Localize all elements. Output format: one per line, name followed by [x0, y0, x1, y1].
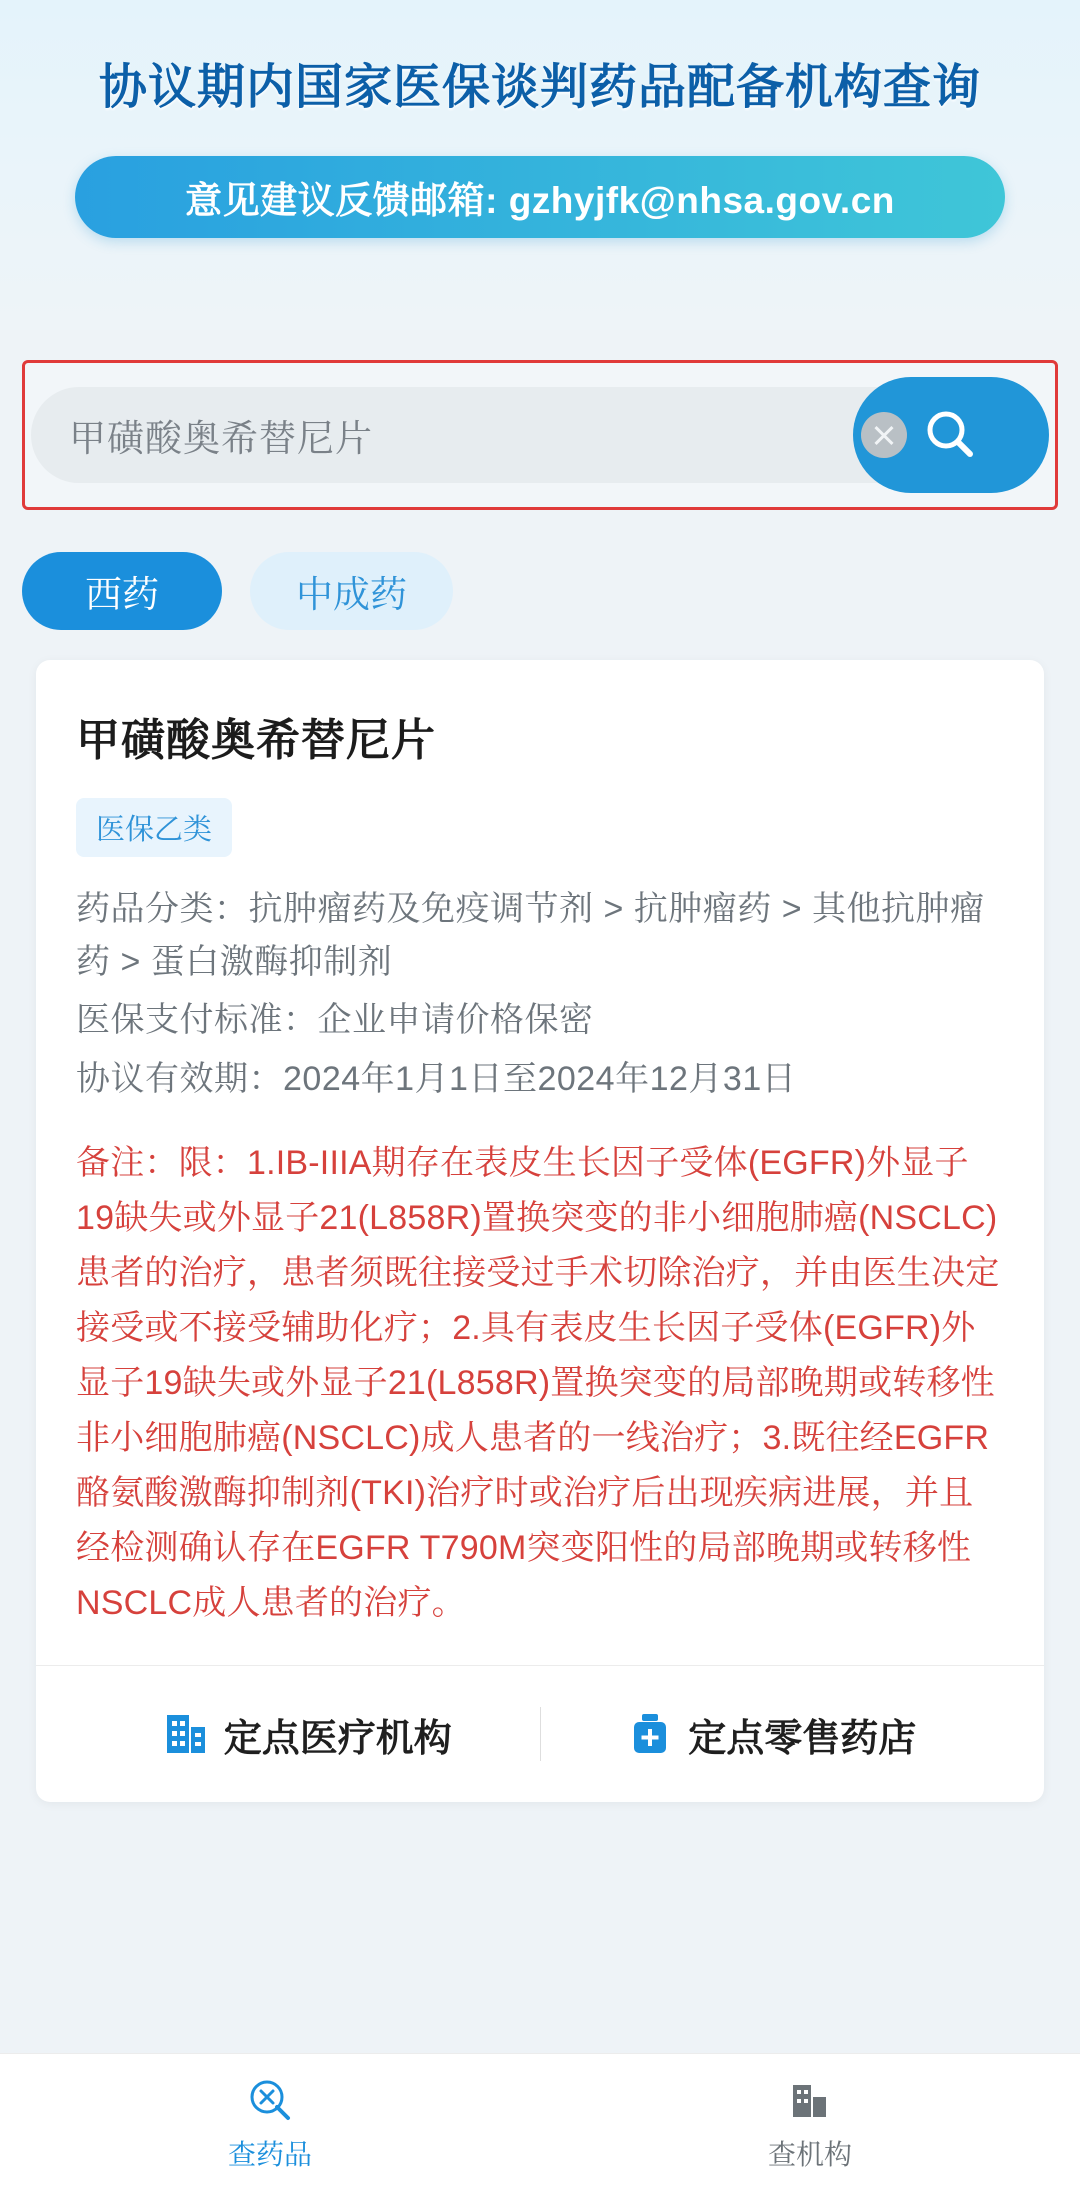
category-tabs: [22, 552, 1080, 630]
designated-hospital-label: 定点医疗机构: [223, 1717, 452, 1760]
clear-icon[interactable]: [861, 412, 907, 458]
bottom-navigation: [0, 2053, 1080, 2194]
page-title: 协议期内国家医保谈判药品配备机构查询: [98, 61, 981, 114]
page-header: [0, 0, 1080, 330]
search-bar[interactable]: [22, 360, 1058, 510]
nav-item-drug-search[interactable]: [0, 2054, 540, 2194]
nav-item-institution-search-label: 查机构: [767, 2139, 852, 2170]
tab-chinese-patent-medicine[interactable]: [250, 552, 453, 630]
drug-category-label: 药品分类：: [76, 890, 249, 928]
payment-standard-row: [76, 994, 1004, 1047]
search-icon: [920, 404, 982, 466]
nav-item-institution-search[interactable]: [540, 2054, 1080, 2194]
feedback-email-text: 意见建议反馈邮箱: gzhyjfk@nhsa.gov.cn: [185, 180, 895, 221]
remark-text: 备注：限：1.IB-IIIA期存在表皮生长因子受体(EGFR)外显子19缺失或外显子21(L858R)置换突变的非小细胞肺癌(NSCLC)患者的治疗，患者须既往接受过手术切除治疗，并由医生决定接受或不接受辅助化疗；2.具有表皮生长因子受体(EGFR)外显子19缺失或外显子21(L858R)置换突变的局部晚期或转移性非小细胞肺癌(NSCLC)成人患者的一线治疗；3.既往经EGFR酪氨酸激酶抑制剂(TKI)治疗时或治疗后出现疾病进展，并且经检测确认存在EGFR T790M突变阳性的局部晚期或转移性NSCLC成人患者的治疗。: [76, 1143, 1000, 1623]
tab-western-medicine[interactable]: [22, 552, 222, 630]
institution-icon: [785, 2075, 835, 2125]
validity-label: 协议有效期：: [76, 1060, 283, 1099]
drug-search-icon: [245, 2075, 295, 2125]
search-input-value: 甲磺酸奥希替尼片: [69, 418, 373, 459]
status-badge: 医保乙类: [76, 798, 232, 857]
search-input[interactable]: [31, 387, 933, 483]
tab-western-medicine-label: 西药: [85, 574, 159, 615]
drug-category-row: [76, 883, 1004, 988]
drug-meta: [76, 883, 1004, 1106]
drug-detail-card: [36, 660, 1044, 1802]
tab-chinese-patent-medicine-label: 中成药: [296, 574, 407, 615]
payment-standard-label: 医保支付标准：: [76, 1001, 318, 1040]
pharmacy-icon: [628, 1711, 672, 1757]
nav-item-drug-search-label: 查药品: [227, 2139, 312, 2170]
validity-row: [76, 1053, 1004, 1106]
drug-name: 甲磺酸奥希替尼片: [76, 716, 436, 765]
feedback-email-banner: [75, 156, 1005, 238]
drug-category-value: 抗肿瘤药及免疫调节剂 > 抗肿瘤药 > 其他抗肿瘤药 > 蛋白激酶抑制剂: [76, 890, 985, 981]
card-actions: [76, 1666, 1004, 1802]
validity-value: 2024年1月1日至2024年12月31日: [283, 1060, 797, 1099]
hospital-icon: [164, 1711, 208, 1757]
payment-standard-value: 企业申请价格保密: [317, 1001, 594, 1040]
designated-pharmacy-label: 定点零售药店: [688, 1717, 917, 1760]
designated-hospital-button[interactable]: [76, 1707, 540, 1762]
designated-pharmacy-button[interactable]: [541, 1707, 1005, 1762]
